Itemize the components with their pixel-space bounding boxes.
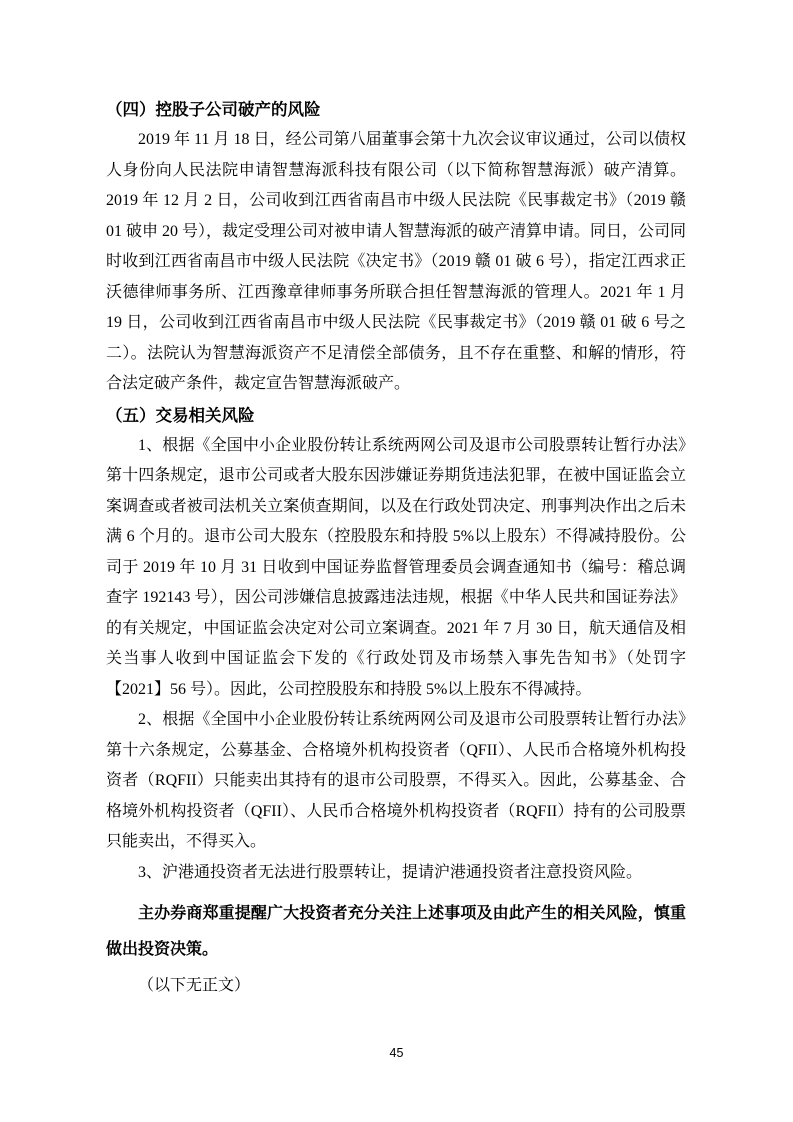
section-5-paragraph-3: 3、沪港通投资者无法进行股票转让，提请沪港通投资者注意投资风险。	[138, 863, 643, 881]
section-4-heading: （四）控股子公司破产的风险	[106, 100, 321, 119]
section-5-paragraph-1: 1、根据《全国中小企业股份转让系统两网公司及退市公司股票转让暂行办法》第十四条规定，退市公司或者大股东因涉嫌证券期货违法犯罪，在被中国证监会立案调查或者被司法机关立案侦查期间，以及在行政处罚决定、刑事判决作出之后未满 6 个月的。退市公司大股东（控股股东和持股 5%以上股东）不得减持股份。公司于 2019 年 10 月 31 日收到中国证券监督管理委员会调查通知书（编号：稽总调查字 192143 号），因公司涉嫌信息披露违法违规，根据《中华人民共和国证券法》的有关规定，中国证监会决定对公司立案调查。2021 年 7 月 30 日，航天通信及相关当事人收到中国证监会下发的《行政处罚及市场禁入事先告知书》（处罚字【2021】56 号）。因此，公司控股股东和持股 5%以上股东不得减持。	[106, 436, 686, 698]
section-5-paragraph-2: 2、根据《全国中小企业股份转让系统两网公司及退市公司股票转让暂行办法》第十六条规定，公募基金、合格境外机构投资者（QFII）、人民币合格境外机构投资者（RQFII）只能卖出其持有的退市公司股票，不得买入。因此，公募基金、合格境外机构投资者（QFII）、人民币合格境外机构投资者（RQFII）持有的公司股票只能卖出，不得买入。	[106, 711, 686, 850]
section-4-paragraph-1: 2019 年 11 月 18 日，经公司第八届董事会第十九次会议审议通过，公司以债权人身份向人民法院申请智慧海派科技有限公司（以下简称智慧海派）破产清算。2019 年 12 月 2 日，公司收到江西省南昌市中级人民法院《民事裁定书》（2019 赣 01 破申 20 号），裁定受理公司对被申请人智慧海派的破产清算申请。同日，公司同时收到江西省南昌市中级人民法院《决定书》（2019 赣 01 破 6 号），指定江西求正沃德律师事务所、江西豫章律师事务所联合担任智慧海派的管理人。2021 年 1 月 19 日，公司收到江西省南昌市中级人民法院《民事裁定书》（2019 赣 01 破 6 号之二）。法院认为智慧海派资产不足清偿全部债务，且不存在重整、和解的情形，符合法定破产条件，裁定宣告智慧海派破产。	[106, 131, 687, 392]
end-of-text-note: （以下无正文）	[138, 977, 251, 994]
document-content	[106, 94, 686, 1002]
section-subsidiary-bankruptcy-risk	[106, 94, 686, 400]
sponsor-broker-notice: 主办券商郑重提醒广大投资者充分关注上述事项及由此产生的相关风险，慎重做出投资决策。	[106, 905, 686, 958]
section-trading-related-risk	[106, 400, 686, 889]
page-number: 45	[389, 1046, 404, 1060]
section-5-heading: （五）交易相关风险	[106, 405, 255, 425]
